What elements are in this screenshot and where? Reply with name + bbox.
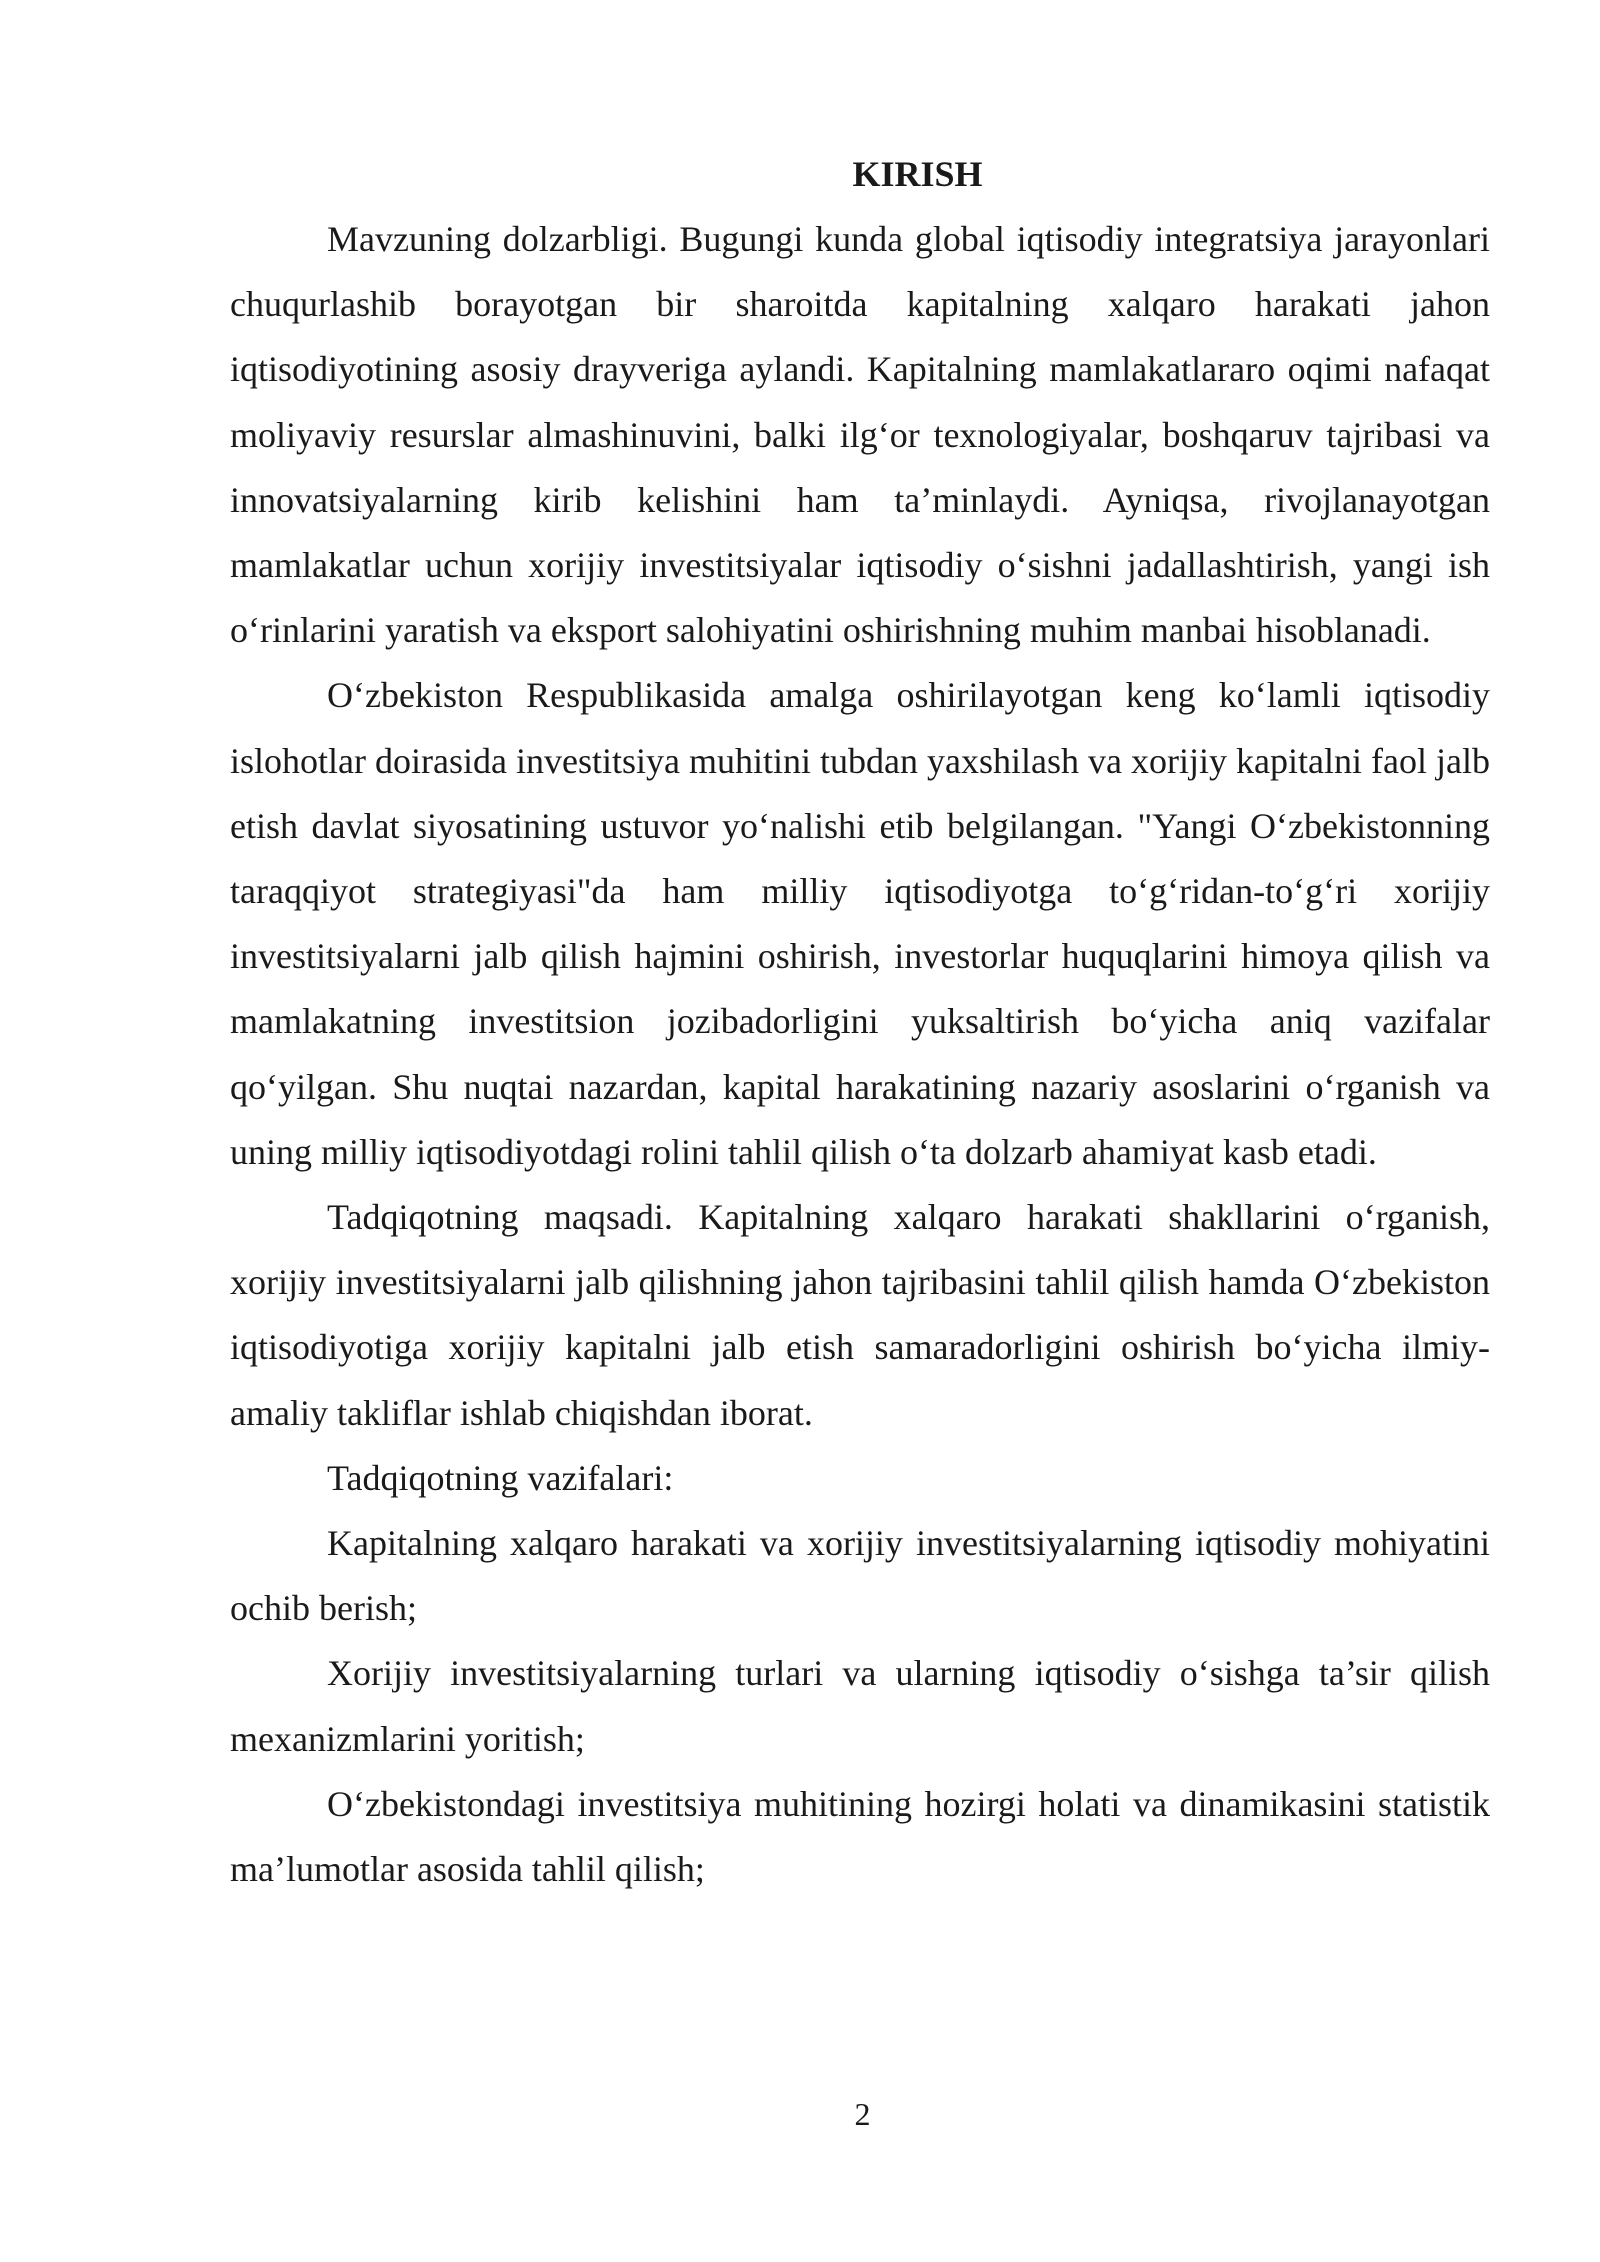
section-heading: KIRISH	[852, 154, 983, 194]
paragraph-relevance: Mavzuning dolzarbligi. Bugungi kunda global iqtisodiy integratsiya jarayonlari chuqurlashib borayotgan bir sharoitda kapitalning xalqaro harakati jahon iqtisodiyotining asosiy drayveriga aylandi. Kapitalning mamlakatlararo oqimi nafaqat moliyaviy resurslar almashinuvini, balki ilg‘or texnologiyalar, boshqaruv tajribasi va innovatsiyalarning kirib kelishini ham ta’minlaydi. Ayniqsa, rivojlanayotgan mamlakatlar uchun xorijiy investitsiyalar iqtisodiy o‘sishni jadallashtirish, yangi ish o‘rinlarini yaratish va eksport salohiyatini oshirishning muhim manbai hisoblanadi.	[230, 219, 1490, 651]
page-body	[230, 142, 1490, 1902]
paragraph-uzbekistan-reforms: O‘zbekiston Respublikasida amalga oshirilayotgan keng ko‘lamli iqtisodiy islohotlar doirasida investitsiya muhitini tubdan yaxshilash va xorijiy kapitalni faol jalb etish davlat siyosatining ustuvor yo‘nalishi etib belgilangan. "Yangi O‘zbekistonning taraqqiyot strategiyasi"da ham milliy iqtisodiyotga to‘g‘ridan-to‘g‘ri xorijiy investitsiyalarni jalb qilish hajmini oshirish, investorlar huquqlarini himoya qilish va mamlakatning investitsion jozibadorligini yuksaltirish bo‘yicha aniq vazifalar qo‘yilgan. Shu nuqtai nazardan, kapital harakatining nazariy asoslarini o‘rganish va uning milliy iqtisodiyotdagi rolini tahlil qilish o‘ta dolzarb ahamiyat kasb etadi.	[230, 675, 1490, 1172]
paragraph-research-goal: Tadqiqotning maqsadi. Kapitalning xalqaro harakati shakllarini o‘rganish, xorijiy investitsiyalarni jalb qilishning jahon tajribasini tahlil qilish hamda O‘zbekiston iqtisodiyotiga xorijiy kapitalni jalb etish samaradorligini oshirish bo‘yicha ilmiy-amaliy takliflar ishlab chiqishdan iborat.	[230, 1197, 1490, 1433]
paragraph-task-1: Kapitalning xalqaro harakati va xorijiy investitsiyalarning iqtisodiy mohiyatini ochib berish;	[230, 1523, 1490, 1629]
page-number: 2	[854, 2096, 871, 2132]
paragraph-task-2: Xorijiy investitsiyalarning turlari va ularning iqtisodiy o‘sishga ta’sir qilish mexanizmlarini yoritish;	[230, 1653, 1490, 1759]
paragraph-research-tasks-heading: Tadqiqotning vazifalari:	[327, 1457, 674, 1498]
paragraph-task-3: O‘zbekistondagi investitsiya muhitining hozirgi holati va dinamikasini statistik ma’lumotlar asosida tahlil qilish;	[230, 1783, 1490, 1890]
